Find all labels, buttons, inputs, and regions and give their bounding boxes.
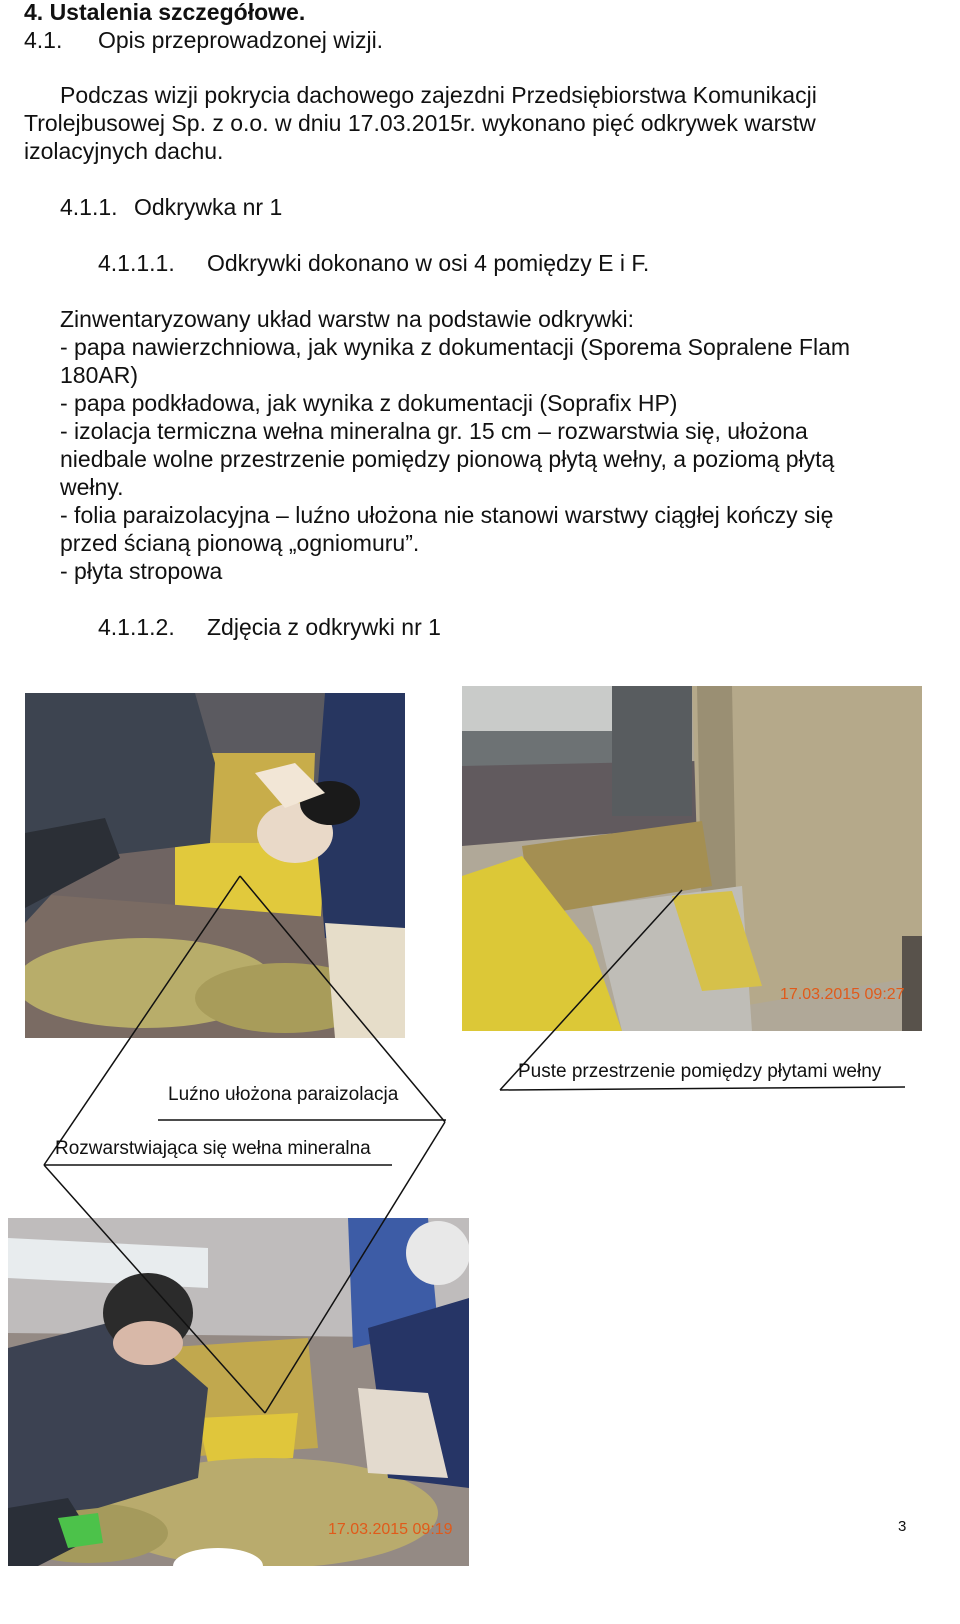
layers-line-7: wełny. — [60, 474, 124, 500]
item-2-number: 4.1.1.2. — [98, 614, 175, 640]
item-1-title: Odkrywki dokonano w osi 4 pomiędzy E i F. — [207, 250, 650, 276]
subsection-1-title: Odkrywka nr 1 — [134, 194, 283, 220]
intro-line-2: Trolejbusowej Sp. z o.o. w dniu 17.03.2015r. wykonano pięć odkrywek warstw — [24, 110, 816, 136]
layers-line-9: przed ścianą pionową „ogniomuru”. — [60, 530, 420, 556]
intro-line-1: Podczas wizji pokrycia dachowego zajezdni Przedsiębiorstwa Komunikacji — [60, 82, 817, 108]
subsection-1-number: 4.1.1. — [60, 194, 118, 220]
layers-line-2: - papa nawierzchniowa, jak wynika z dokumentacji (Sporema Sopralene Flam — [60, 334, 851, 360]
layers-line-5: - izolacja termiczna wełna mineralna gr. 15 cm – rozwarstwia się, ułożona — [60, 418, 808, 444]
item-2-title: Zdjęcia z odkrywki nr 1 — [207, 614, 441, 640]
section-heading: 4. Ustalenia szczegółowe. — [24, 0, 306, 25]
layers-line-8: - folia paraizolacyjna – luźno ułożona nie stanowi warstwy ciągłej kończy się — [60, 502, 834, 528]
subsection-number: 4.1. — [24, 27, 63, 53]
page-number: 3 — [898, 1518, 907, 1535]
layers-line-4: - papa podkładowa, jak wynika z dokumentacji (Soprafix HP) — [60, 390, 678, 416]
photo-opening-1 — [25, 693, 405, 1038]
photo-opening-2 — [8, 1218, 469, 1566]
photo3-timestamp: 17.03.2015 09:19 — [328, 1521, 453, 1538]
subsection-title: Opis przeprowadzonej wizji. — [98, 27, 384, 53]
intro-line-3: izolacyjnych dachu. — [24, 138, 224, 164]
layers-line-10: - płyta stropowa — [60, 558, 223, 584]
label-empty-spaces: Puste przestrzenie pomiędzy płytami wełny — [518, 1061, 882, 1082]
photo-wool-edge — [462, 686, 922, 1031]
layers-line-6: niedbale wolne przestrzenie pomiędzy pionową płytą wełny, a poziomą płytą — [60, 446, 835, 472]
item-1-number: 4.1.1.1. — [98, 250, 175, 276]
layers-line-3: 180AR) — [60, 362, 138, 388]
layers-line-1: Zinwentaryzowany układ warstw na podstawie odkrywki: — [60, 306, 634, 332]
label-delaminating-wool: Rozwarstwiająca się wełna mineralna — [55, 1138, 371, 1159]
photo2-timestamp: 17.03.2015 09:27 — [780, 986, 905, 1003]
label-loose-vapor-barrier: Luźno ułożona paraizolacja — [168, 1084, 399, 1105]
